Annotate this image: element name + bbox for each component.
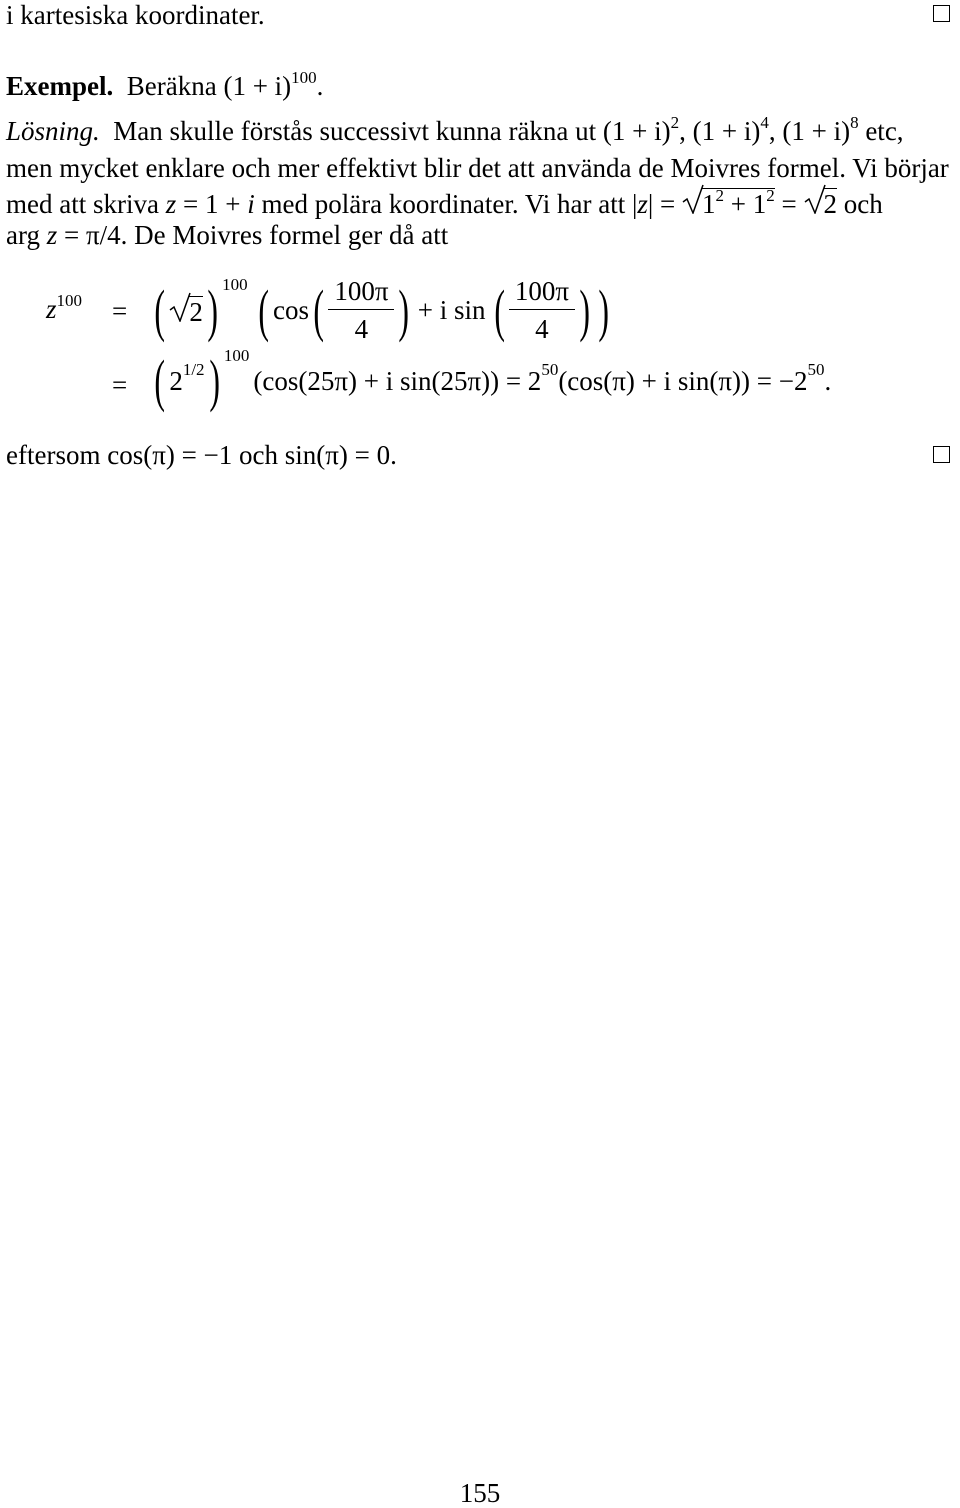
frac2-den: 4 (535, 314, 549, 344)
eq-frac-1 (328, 278, 394, 343)
row2-base: 2 (169, 365, 183, 396)
eq-lhs (46, 291, 83, 324)
l3-z2: z (637, 189, 648, 219)
eq-plus-isin: + i sin (417, 295, 486, 325)
l4-z: z (46, 220, 58, 250)
eq-z: z (46, 294, 57, 324)
eq-lhs-exp: 100 (56, 291, 83, 310)
l3-i: i (247, 189, 255, 219)
example-text: Beräkna (1 + i) (126, 71, 292, 101)
example-end: . (316, 71, 324, 101)
l3-f: och (837, 189, 883, 219)
l3-a: med att skriva (6, 189, 166, 219)
eq-row-1 (150, 275, 614, 344)
example-exp: 100 (291, 68, 317, 87)
solution-line-4 (6, 222, 448, 249)
solution-line-3 (6, 188, 883, 218)
l4-a: arg (6, 220, 47, 250)
paren-frac1-close: ) (398, 277, 410, 343)
eq-sign-2: = (112, 370, 128, 400)
qed-box (933, 5, 950, 22)
l3-b: = 1 + (176, 189, 248, 219)
l3-c: med polära koordinater. Vi har att | (254, 189, 638, 219)
eq-sign-1: = (112, 296, 128, 326)
frac1-den: 4 (354, 314, 369, 344)
paren-frac1-open: ( (313, 277, 324, 343)
row2-e50b: 50 (807, 359, 825, 379)
paren-close: ) (207, 277, 218, 343)
sqrt-two-val: 2 (823, 189, 838, 219)
paren-frac2-open: ( (493, 277, 505, 343)
solution-text-b: , (1 + i) (679, 116, 761, 146)
solution-line-2: men mycket enklare och mer effektivt blir det att använda de Moivres formel. Vi börjar (6, 153, 949, 183)
row2-rest: (cos(25π) + i sin(25π)) = 2 (253, 365, 542, 396)
sq2: + 1 (724, 189, 767, 219)
page-number: 155 (459, 1478, 501, 1508)
eq-cos: cos (272, 295, 309, 325)
paren2-open: ( (154, 348, 165, 413)
eq-sqrt-val: 2 (189, 296, 203, 327)
exp-2: 2 (670, 113, 680, 132)
exp-4: 4 (760, 113, 769, 132)
paren2-close: ) (208, 348, 220, 413)
sq1: 1 (702, 189, 716, 219)
solution-text-c: , (1 + i) (768, 116, 851, 146)
l3-e: = (774, 189, 804, 219)
solution-text-d: etc, (858, 116, 904, 146)
intro-line: i kartesiska koordinater. (6, 0, 265, 30)
solution-text-a: Man skulle förstås successivt kunna räkna ut (1 + i) (113, 116, 671, 146)
row2-end: . (824, 365, 832, 396)
row2-rest2: (cos(π) + i sin(π)) = −2 (558, 365, 808, 396)
paren-big-close: ) (598, 277, 610, 343)
example-label: Exempel. (6, 71, 114, 101)
paren-frac2-close: ) (579, 277, 590, 343)
paren-big-open: ( (258, 277, 269, 343)
eq-sqrt (169, 296, 203, 326)
l3-d: | = (647, 189, 683, 219)
frac2-num: 100π (509, 278, 575, 310)
row2-half: 1/2 (182, 359, 205, 379)
eq-frac-2 (509, 278, 575, 343)
sqrt-two (804, 188, 838, 218)
closing-line: eftersom cos(π) = −1 och sin(π) = 0. (6, 440, 397, 470)
solution-line-1 (6, 113, 904, 146)
solution-label: Lösning. (6, 116, 100, 146)
row2-exp: 100 (223, 345, 250, 365)
sq-e2: 2 (766, 186, 775, 205)
row2-e50: 50 (541, 359, 559, 379)
l4-b: = π/4. De Moivres formel ger då att (57, 220, 449, 250)
eq-outer-exp: 100 (222, 275, 248, 294)
qed-box-2 (933, 446, 950, 463)
sq-e1: 2 (715, 186, 725, 205)
example-line (6, 68, 324, 101)
frac1-num: 100π (328, 278, 394, 310)
l3-z: z (165, 189, 177, 219)
exp-8: 8 (850, 113, 859, 132)
eq-row-2 (150, 345, 832, 413)
paren-open: ( (154, 277, 165, 343)
sqrt-sum (682, 188, 775, 218)
